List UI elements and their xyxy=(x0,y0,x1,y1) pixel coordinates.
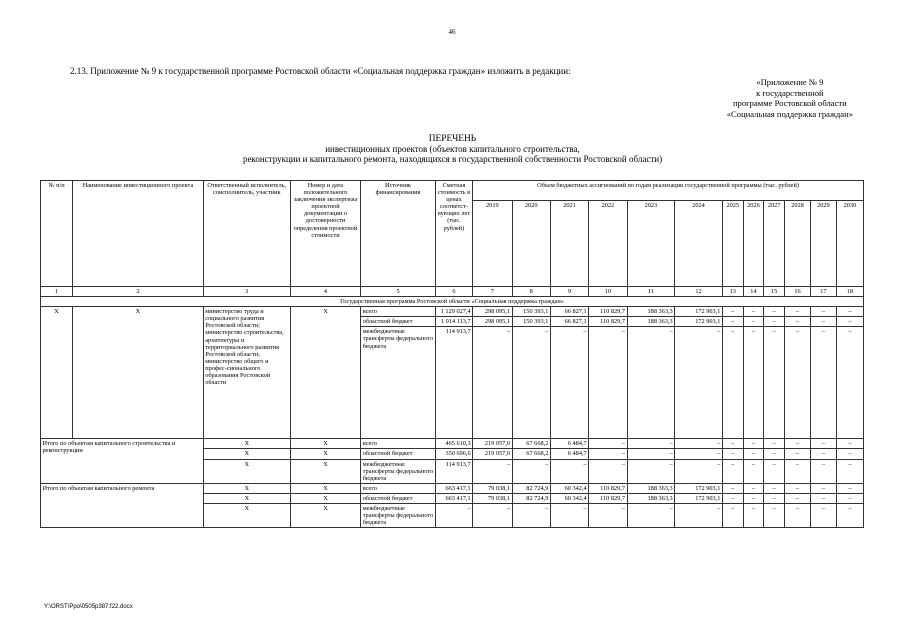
value-cell: – xyxy=(785,439,811,449)
value-cell: 663 417,1 xyxy=(435,493,472,503)
value-cell: – xyxy=(785,327,811,439)
column-numbers-row xyxy=(41,287,864,297)
value-cell: – xyxy=(675,439,723,449)
value-cell: – xyxy=(785,504,811,528)
header-estimate: Сметная стоимость в ценах соответст-вующих лет (тыс. рублей) xyxy=(435,181,472,287)
header-num: № п/п xyxy=(41,181,73,287)
year-header: 2020 xyxy=(512,201,550,287)
value-cell: 150 393,1 xyxy=(512,307,550,317)
value-cell: – xyxy=(722,483,743,493)
value-cell: 172 903,1 xyxy=(675,493,723,503)
value-cell: – xyxy=(810,449,836,459)
header-row xyxy=(41,181,864,201)
total-label: Итого по объектам капитального строительства и реконструкции xyxy=(41,439,204,483)
funding-source: всего xyxy=(361,439,436,449)
value-cell: 82 724,9 xyxy=(512,483,550,493)
value-cell: – xyxy=(836,483,863,493)
value-cell: – xyxy=(627,449,675,459)
value-cell: 79 038,1 xyxy=(473,493,512,503)
column-number: 2 xyxy=(73,287,204,297)
value-cell: – xyxy=(722,439,743,449)
expertise: X xyxy=(290,493,360,503)
value-cell: – xyxy=(810,307,836,317)
investment-projects-table xyxy=(40,180,864,528)
executor: X xyxy=(203,504,290,528)
value-cell: – xyxy=(473,459,512,483)
value-cell: – xyxy=(810,439,836,449)
value-cell: 298 095,1 xyxy=(473,307,512,317)
value-cell: – xyxy=(743,459,764,483)
column-number: 16 xyxy=(785,287,811,297)
funding-source: межбюджетные трансферты федерального бюджета xyxy=(361,327,436,439)
value-cell: – xyxy=(627,439,675,449)
header-volume: Объем бюджетных ассигнований по годам реализации государственной программы (тыс. рублей) xyxy=(473,181,864,201)
value-cell: – xyxy=(589,327,627,439)
value-cell: – xyxy=(722,504,743,528)
value-cell: – xyxy=(810,483,836,493)
value-cell: – xyxy=(785,483,811,493)
column-number: 9 xyxy=(550,287,588,297)
value-cell: – xyxy=(764,317,785,327)
expertise: X xyxy=(290,483,360,493)
value-cell: 66 827,1 xyxy=(550,307,588,317)
value-cell: – xyxy=(810,327,836,439)
value-cell: – xyxy=(810,493,836,503)
executor: X xyxy=(203,483,290,493)
intro-text: 2.13. Приложение № 9 к государственной программе Ростовской области «Социальная поддержка граждан» изложить в редакции: xyxy=(70,66,571,76)
value-cell: – xyxy=(764,439,785,449)
annex-line: «Приложение № 9 xyxy=(756,77,824,87)
value-cell: – xyxy=(512,459,550,483)
value-cell: – xyxy=(836,439,863,449)
funding-source: межбюджетные трансферты федерального бюджета xyxy=(361,504,436,528)
year-header: 2021 xyxy=(550,201,588,287)
annex-line: «Социальная поддержка граждан» xyxy=(726,108,853,119)
value-cell: – xyxy=(722,459,743,483)
value-cell: – xyxy=(836,504,863,528)
value-cell: – xyxy=(785,459,811,483)
value-cell: – xyxy=(743,493,764,503)
value-cell: 110 829,7 xyxy=(589,483,627,493)
value-cell: – xyxy=(589,449,627,459)
value-cell: 219 057,0 xyxy=(473,439,512,449)
value-cell: – xyxy=(675,504,723,528)
value-cell: – xyxy=(627,327,675,439)
value-cell: – xyxy=(512,504,550,528)
value-cell: 66 827,1 xyxy=(550,317,588,327)
title-line: реконструкции и капитального ремонта, находящихся в государственной собственности Ростовской области) xyxy=(242,154,663,164)
funding-source: областной бюджет xyxy=(361,449,436,459)
column-number: 8 xyxy=(512,287,550,297)
value-cell: – xyxy=(836,307,863,317)
value-cell: – xyxy=(810,317,836,327)
value-cell: – xyxy=(764,483,785,493)
value-cell: 188 363,3 xyxy=(627,317,675,327)
header-funding-source: Источник финансирования xyxy=(361,181,436,287)
value-cell: 298 095,1 xyxy=(473,317,512,327)
value-cell: – xyxy=(675,327,723,439)
value-cell: – xyxy=(836,459,863,483)
value-cell: – xyxy=(810,459,836,483)
column-number: 6 xyxy=(435,287,472,297)
value-cell: – xyxy=(764,449,785,459)
value-cell: – xyxy=(722,317,743,327)
total-label: Итого по объектам капитального ремонта xyxy=(41,483,204,527)
year-header: 2019 xyxy=(473,201,512,287)
value-cell: – xyxy=(589,459,627,483)
column-number: 7 xyxy=(473,287,512,297)
value-cell: – xyxy=(810,504,836,528)
value-cell: 60 342,4 xyxy=(550,493,588,503)
value-cell: 67 668,2 xyxy=(512,439,550,449)
page-number: 46 xyxy=(448,28,456,36)
value-cell: – xyxy=(764,504,785,528)
value-cell: – xyxy=(836,493,863,503)
column-number: 15 xyxy=(764,287,785,297)
value-cell: 188 363,3 xyxy=(627,493,675,503)
year-header: 2026 xyxy=(743,201,764,287)
header-project-name: Наименование инвестиционного проекта xyxy=(73,181,204,287)
expertise: X xyxy=(290,307,360,439)
title-line: инвестиционных проектов (объектов капитального строительства, xyxy=(325,144,580,154)
value-cell: 6 484,7 xyxy=(550,439,588,449)
expertise: X xyxy=(290,449,360,459)
value-cell: 172 903,1 xyxy=(675,317,723,327)
value-cell: – xyxy=(675,459,723,483)
value-cell: – xyxy=(722,307,743,317)
column-number: 10 xyxy=(589,287,627,297)
value-cell: 82 724,9 xyxy=(512,493,550,503)
value-cell: – xyxy=(743,439,764,449)
year-header: 2028 xyxy=(785,201,811,287)
value-cell: 1 129 027,4 xyxy=(435,307,472,317)
value-cell: – xyxy=(627,459,675,483)
file-path: Y:\ORST\Ppo\0505p387.f22.docx xyxy=(44,604,133,610)
value-cell: 110 829,7 xyxy=(589,493,627,503)
value-cell: – xyxy=(836,317,863,327)
expertise: X xyxy=(290,439,360,449)
value-cell: – xyxy=(764,493,785,503)
value-cell: 188 363,3 xyxy=(627,307,675,317)
value-cell: – xyxy=(722,449,743,459)
value-cell: – xyxy=(836,449,863,459)
value-cell: – xyxy=(743,317,764,327)
value-cell: – xyxy=(743,504,764,528)
document-title xyxy=(0,134,905,164)
value-cell: – xyxy=(627,504,675,528)
value-cell: – xyxy=(785,317,811,327)
executor: X xyxy=(203,459,290,483)
value-cell: – xyxy=(550,327,588,439)
column-number: 17 xyxy=(810,287,836,297)
funding-source: всего xyxy=(361,483,436,493)
value-cell: – xyxy=(675,449,723,459)
funding-source: межбюджетные трансферты федерального бюджета xyxy=(361,459,436,483)
value-cell: – xyxy=(435,504,472,528)
value-cell: 150 393,1 xyxy=(512,317,550,327)
value-cell: 350 696,6 xyxy=(435,449,472,459)
program-title: Государственная программа Ростовской области «Социальная поддержка граждан» xyxy=(41,297,864,307)
value-cell: 465 610,3 xyxy=(435,439,472,449)
title-heading: ПЕРЕЧЕНЬ xyxy=(428,134,477,144)
value-cell: – xyxy=(722,327,743,439)
executor: министерство труда и социального развития Ростовской области; министерство строительства, архитектуры и территориального развития Ростовской области; министерство общего и профес-сионального образования Ростовской области xyxy=(203,307,290,439)
value-cell: – xyxy=(785,307,811,317)
year-header: 2025 xyxy=(722,201,743,287)
year-header: 2022 xyxy=(589,201,627,287)
column-number: 1 xyxy=(41,287,73,297)
funding-source: областной бюджет xyxy=(361,317,436,327)
value-cell: – xyxy=(589,504,627,528)
header-executor: Ответственный исполнитель, соисполнитель, участник xyxy=(203,181,290,287)
column-number: 14 xyxy=(743,287,764,297)
value-cell: 67 668,2 xyxy=(512,449,550,459)
year-header: 2024 xyxy=(675,201,723,287)
executor: X xyxy=(203,449,290,459)
value-cell: – xyxy=(473,327,512,439)
value-cell: 114 913,7 xyxy=(435,327,472,439)
column-number: 11 xyxy=(627,287,675,297)
value-cell: – xyxy=(764,327,785,439)
value-cell: – xyxy=(550,459,588,483)
value-cell: 1 014 113,7 xyxy=(435,317,472,327)
value-cell: – xyxy=(743,483,764,493)
column-number: 4 xyxy=(290,287,360,297)
value-cell: 79 038,1 xyxy=(473,483,512,493)
value-cell: – xyxy=(550,504,588,528)
value-cell: – xyxy=(743,307,764,317)
value-cell: 219 057,0 xyxy=(473,449,512,459)
value-cell: 6 484,7 xyxy=(550,449,588,459)
executor: X xyxy=(203,439,290,449)
project-name: X xyxy=(73,307,204,439)
year-header: 2029 xyxy=(810,201,836,287)
value-cell: – xyxy=(473,504,512,528)
value-cell: – xyxy=(764,459,785,483)
value-cell: 188 363,3 xyxy=(627,483,675,493)
executor: X xyxy=(203,493,290,503)
value-cell: – xyxy=(722,493,743,503)
column-number: 5 xyxy=(361,287,436,297)
value-cell: 172 903,1 xyxy=(675,483,723,493)
value-cell: 172 903,1 xyxy=(675,307,723,317)
value-cell: – xyxy=(743,327,764,439)
table-row xyxy=(41,307,864,317)
value-cell: – xyxy=(836,327,863,439)
expertise: X xyxy=(290,504,360,528)
value-cell: – xyxy=(764,307,785,317)
column-number: 3 xyxy=(203,287,290,297)
column-number: 12 xyxy=(675,287,723,297)
value-cell: 663 417,1 xyxy=(435,483,472,493)
value-cell: – xyxy=(785,493,811,503)
value-cell: – xyxy=(589,439,627,449)
year-header: 2027 xyxy=(764,201,785,287)
value-cell: 114 913,7 xyxy=(435,459,472,483)
funding-source: всего xyxy=(361,307,436,317)
funding-source: областной бюджет xyxy=(361,493,436,503)
annex-line: программе Ростовской области xyxy=(732,98,847,108)
value-cell: 60 342,4 xyxy=(550,483,588,493)
column-number: 13 xyxy=(722,287,743,297)
year-header: 2023 xyxy=(627,201,675,287)
table-row xyxy=(41,439,864,449)
row-num: X xyxy=(41,307,73,439)
value-cell: – xyxy=(512,327,550,439)
table-row xyxy=(41,483,864,493)
header-expertise: Номер и дата положительного заключения экспертизы проектной документации о достоверности определения проектной стоимости xyxy=(290,181,360,287)
program-row xyxy=(41,297,864,307)
year-header: 2030 xyxy=(836,201,863,287)
value-cell: – xyxy=(785,449,811,459)
value-cell: 110 829,7 xyxy=(589,307,627,317)
expertise: X xyxy=(290,459,360,483)
annex-line: к государственной xyxy=(756,87,824,98)
annex-header xyxy=(727,77,853,119)
value-cell: 110 829,7 xyxy=(589,317,627,327)
column-number: 18 xyxy=(836,287,863,297)
value-cell: – xyxy=(743,449,764,459)
